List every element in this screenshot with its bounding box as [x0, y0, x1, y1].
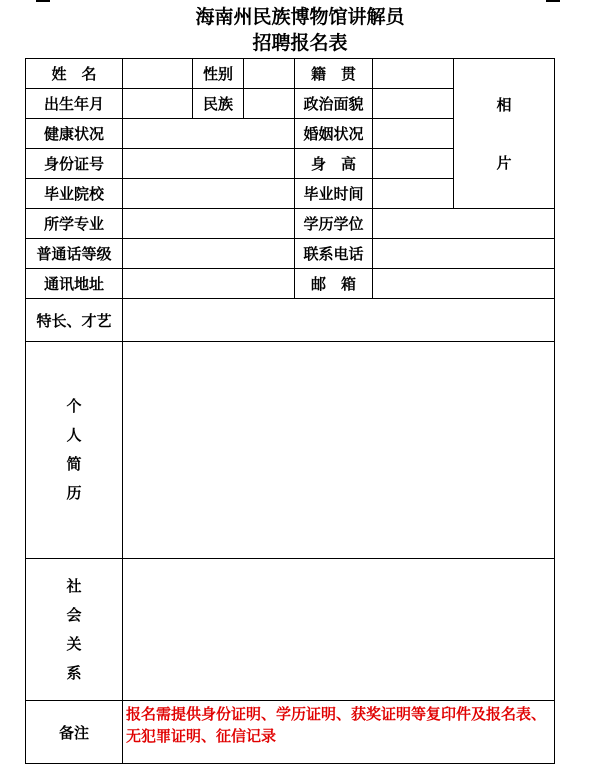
- top-edge-mark-right: [546, 0, 560, 2]
- marital-status-field[interactable]: [373, 119, 454, 149]
- phone-field[interactable]: [373, 239, 555, 269]
- political-status-field[interactable]: [373, 89, 454, 119]
- label-degree: 学历学位: [295, 209, 373, 239]
- label-marital-status: 婚姻状况: [295, 119, 373, 149]
- label-ethnicity: 民族: [193, 89, 244, 119]
- label-graduated-school: 毕业院校: [26, 179, 123, 209]
- id-number-field[interactable]: [123, 149, 295, 179]
- row-address: [26, 269, 555, 299]
- label-gender: 性别: [193, 59, 244, 89]
- label-major: 所学专业: [26, 209, 123, 239]
- photo-cell[interactable]: [454, 59, 555, 209]
- row-resume: [26, 342, 555, 559]
- native-place-field[interactable]: [373, 59, 454, 89]
- form-title: 海南州民族博物馆讲解员: [195, 6, 405, 28]
- skills-field[interactable]: [123, 299, 555, 342]
- graduation-time-field[interactable]: [373, 179, 454, 209]
- label-social-relations: 社会关系: [66, 576, 82, 682]
- health-field[interactable]: [123, 119, 295, 149]
- label-id-number: 身份证号: [26, 149, 123, 179]
- label-health: 健康状况: [26, 119, 123, 149]
- label-resume-cell: [26, 342, 123, 559]
- mandarin-level-field[interactable]: [123, 239, 295, 269]
- label-remarks: 备注: [26, 701, 123, 764]
- label-political-status: 政治面貌: [295, 89, 373, 119]
- label-skills: 特长、才艺: [26, 299, 123, 342]
- ethnicity-field[interactable]: [244, 89, 295, 119]
- row-social-relations: [26, 559, 555, 701]
- gender-field[interactable]: [244, 59, 295, 89]
- top-edge-mark-left: [36, 0, 50, 2]
- registration-form-table: [25, 58, 555, 764]
- row-major: [26, 209, 555, 239]
- row-name: [26, 59, 555, 89]
- row-skills: [26, 299, 555, 342]
- major-field[interactable]: [123, 209, 295, 239]
- row-mandarin: [26, 239, 555, 269]
- remarks-note: 报名需提供身份证明、学历证明、获奖证明等复印件及报名表、无犯罪证明、征信记录: [123, 701, 555, 764]
- resume-field[interactable]: [123, 342, 555, 559]
- label-height: 身 高: [295, 149, 373, 179]
- social-relations-field[interactable]: [123, 559, 555, 701]
- photo-label: 相片: [496, 95, 512, 172]
- row-remarks: [26, 701, 555, 764]
- email-field[interactable]: [373, 269, 555, 299]
- label-resume: 个人简历: [66, 397, 82, 502]
- label-birth-date: 出生年月: [26, 89, 123, 119]
- degree-field[interactable]: [373, 209, 555, 239]
- label-address: 通讯地址: [26, 269, 123, 299]
- address-field[interactable]: [123, 269, 295, 299]
- label-name: 姓 名: [26, 59, 123, 89]
- graduated-school-field[interactable]: [123, 179, 295, 209]
- birth-date-field[interactable]: [123, 89, 193, 119]
- form-subtitle: 招聘报名表: [252, 32, 348, 54]
- label-graduation-time: 毕业时间: [295, 179, 373, 209]
- label-email: 邮 箱: [295, 269, 373, 299]
- name-field[interactable]: [123, 59, 193, 89]
- label-phone: 联系电话: [295, 239, 373, 269]
- height-field[interactable]: [373, 149, 454, 179]
- label-social-relations-cell: [26, 559, 123, 701]
- label-native-place: 籍 贯: [295, 59, 373, 89]
- label-mandarin-level: 普通话等级: [26, 239, 123, 269]
